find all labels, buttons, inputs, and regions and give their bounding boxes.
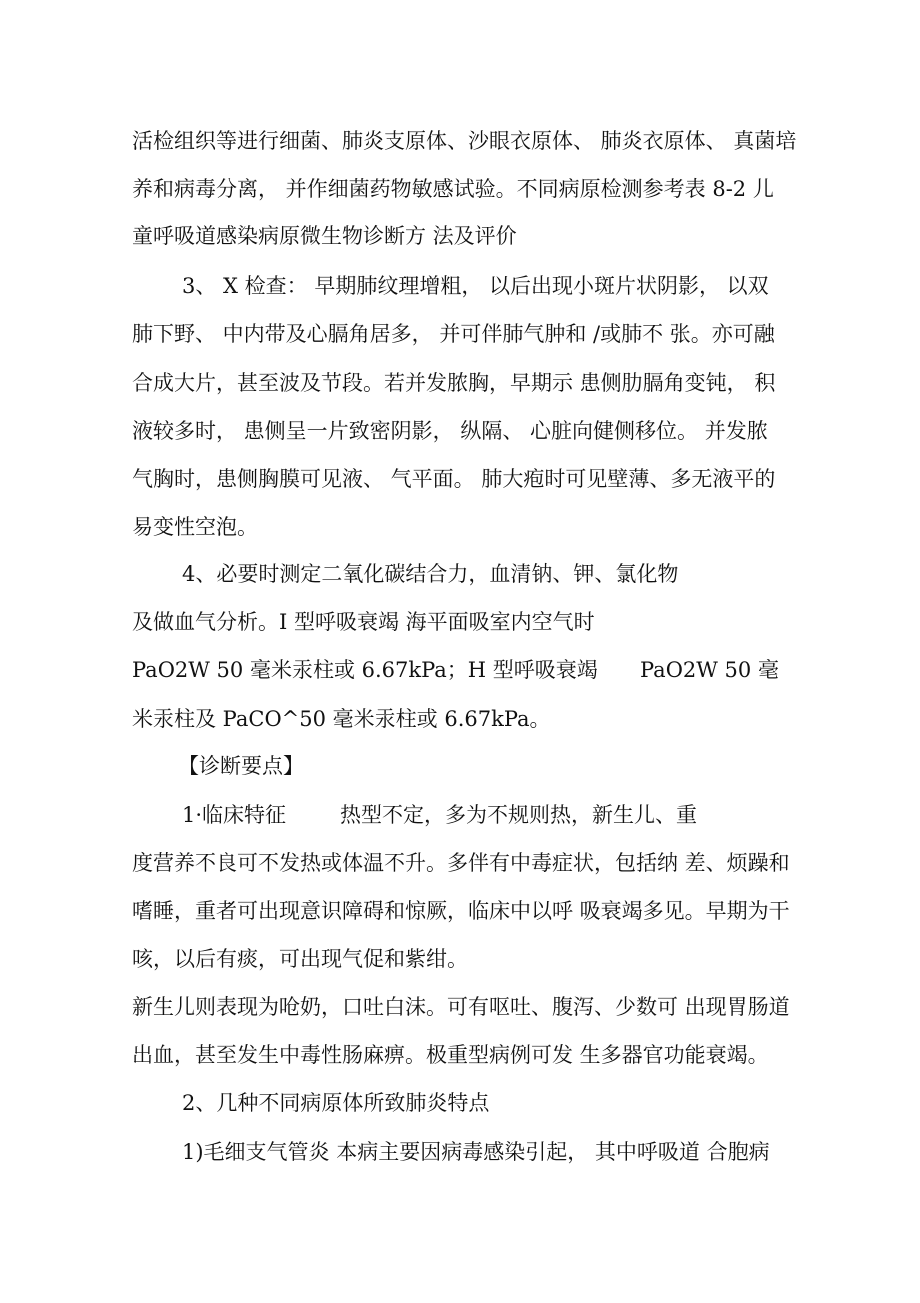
text-line-3: 童呼吸道感染病原微生物诊断方 法及评价 xyxy=(132,224,517,248)
text-line-20: 出血，甚至发生中毒性肠麻痹。极重型病例可发 生多器官功能衰竭。 xyxy=(132,1043,769,1067)
text-line-8: 气胸时，患侧胸膜可见液、 气平面。 肺大疱时可见壁薄、多无液平的 xyxy=(132,467,776,491)
text-line-12a: PaO2W 50 毫米汞柱或 6.67kPa；H 型呼吸衰竭 xyxy=(132,658,598,682)
text-line-18: 咳，以后有痰，可出现气促和紫绀。 xyxy=(132,947,468,971)
text-line-15a: 1·临床特征 xyxy=(182,803,287,827)
text-line-6: 合成大片，甚至波及节段。若并发脓胸，早期示 患侧肋膈角变钝， 积 xyxy=(132,371,776,395)
text-line-5: 肺下野、 中内带及心膈角居多， 并可伴肺气肿和 /或肺不 张。亦可融 xyxy=(132,322,775,346)
text-line-17: 嗜睡，重者可出现意识障碍和惊厥，临床中以呼 吸衰竭多见。早期为干 xyxy=(132,899,790,923)
text-line-4: 3、 X 检查： 早期肺纹理增粗， 以后出现小斑片状阴影， 以双 xyxy=(182,274,769,298)
text-line-12b: PaO2W 50 毫 xyxy=(640,658,779,682)
text-line-7: 液较多时， 患侧呈一片致密阴影， 纵隔、 心脏向健侧移位。 并发脓 xyxy=(132,419,768,443)
text-line-1: 活检组织等进行细菌、肺炎支原体、沙眼衣原体、 肺炎衣原体、 真菌培 xyxy=(132,129,797,153)
text-line-16: 度营养不良可不发热或体温不升。多伴有中毒症状，包括纳 差、烦躁和 xyxy=(132,851,790,875)
text-line-10: 4、必要时测定二氧化碳结合力，血清钠、钾、氯化物 xyxy=(182,562,679,586)
text-line-2: 养和病毒分离， 并作细菌药物敏感试验。不同病原检测参考表 8-2 儿 xyxy=(132,177,774,201)
text-line-9: 易变性空泡。 xyxy=(132,515,258,539)
text-line-21: 2、几种不同病原体所致肺炎特点 xyxy=(182,1091,490,1115)
text-line-22: 1)毛细支气管炎 本病主要因病毒感染引起， 其中呼吸道 合胞病 xyxy=(182,1140,770,1164)
text-line-15b: 热型不定，多为不规则热，新生儿、重 xyxy=(340,803,697,827)
text-line-11: 及做血气分析。I 型呼吸衰竭 海平面吸室内空气时 xyxy=(132,610,595,634)
section-heading-diagnosis: 【诊断要点】 xyxy=(178,754,304,778)
text-line-19: 新生儿则表现为呛奶，口吐白沫。可有呕吐、腹泻、少数可 出现胃肠道 xyxy=(132,995,790,1019)
text-line-13: 米汞柱及 PaCO^50 毫米汞柱或 6.67kPa。 xyxy=(132,707,551,731)
